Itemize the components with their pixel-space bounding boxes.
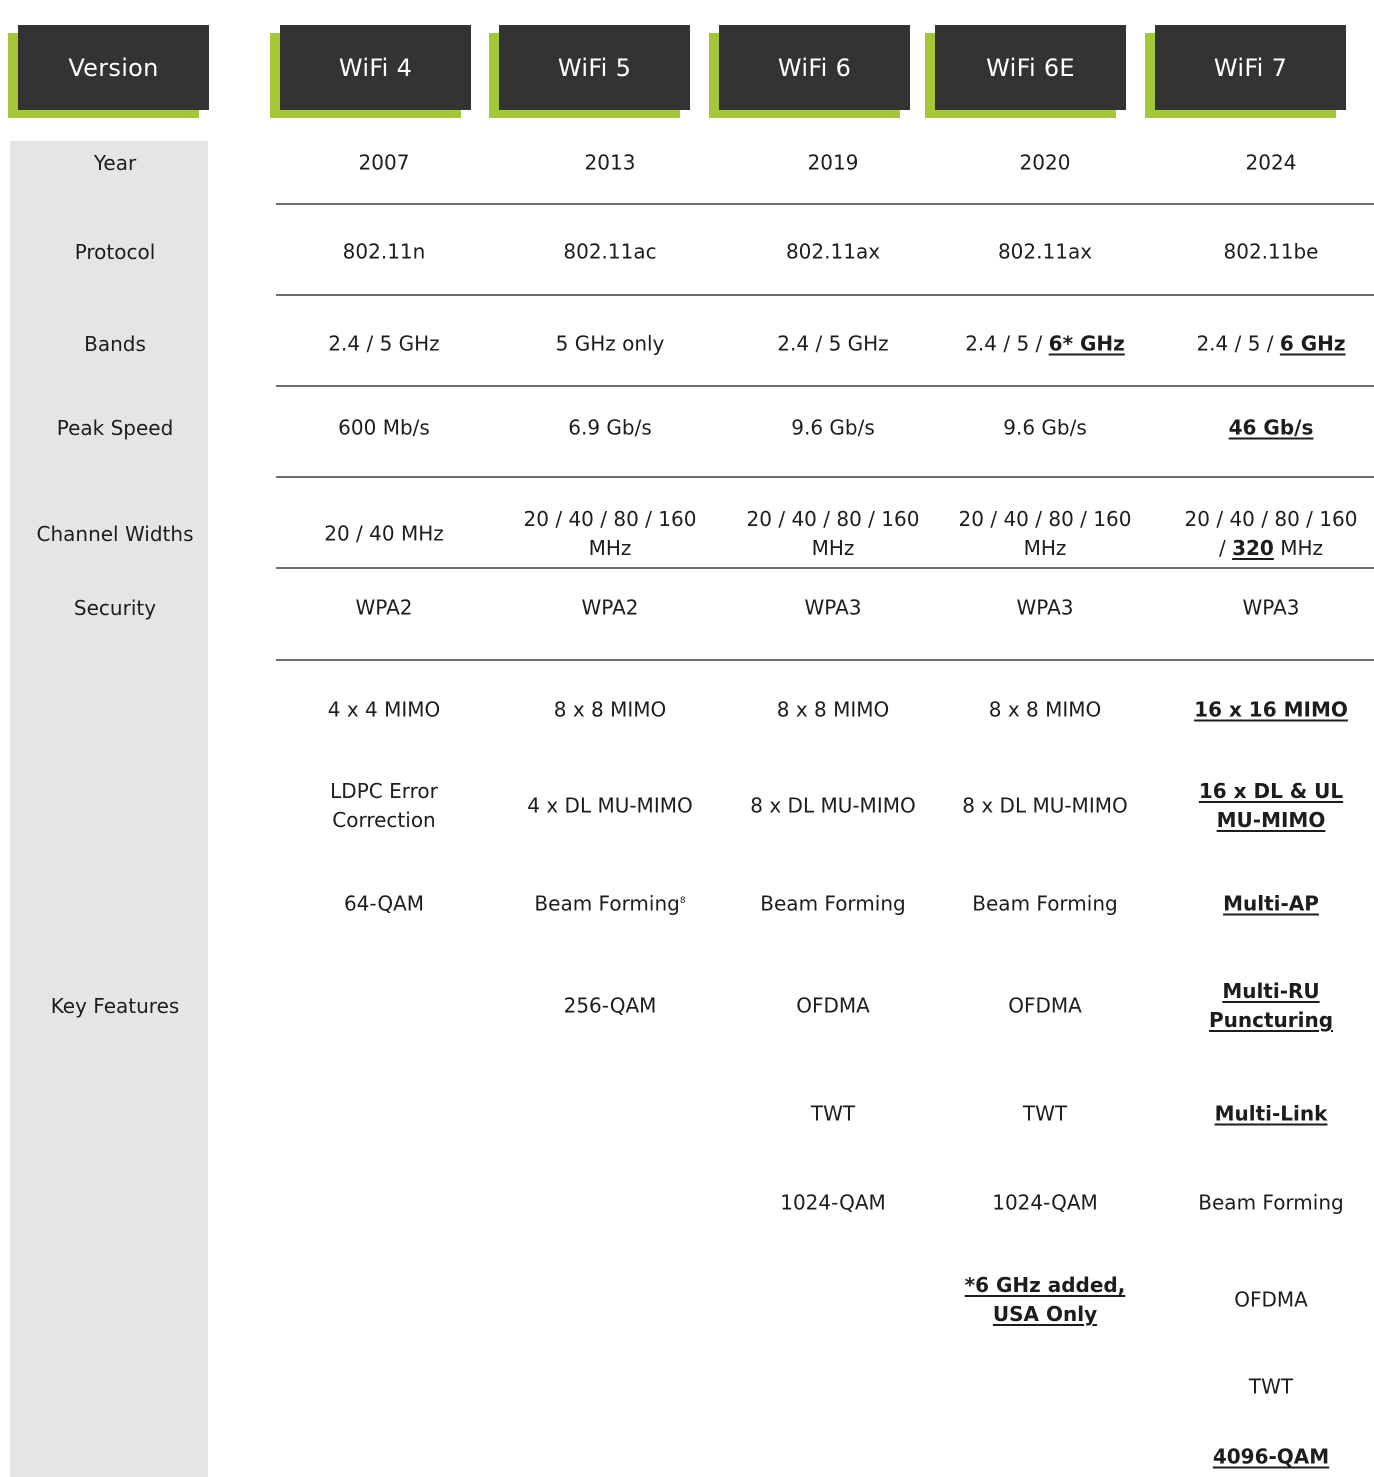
- cell-channel-wifi5: [510, 505, 710, 563]
- channel-wifi5-line1: 20 / 40 / 80 / 160: [523, 507, 697, 531]
- header-wifi6: [719, 25, 910, 110]
- cell-speed-wifi5: 6.9 Gb/s: [568, 415, 652, 440]
- feature-wifi5-beamforming-footnote: 8: [679, 895, 686, 906]
- feature-wifi6-twt: TWT: [810, 1101, 856, 1126]
- channel-wifi6-line1: 20 / 40 / 80 / 160: [746, 507, 920, 531]
- cell-security-wifi6e: WPA3: [1016, 595, 1074, 620]
- row-label-channel-widths: Channel Widths: [36, 522, 194, 546]
- header-wifi6-label: WiFi 6: [719, 25, 910, 110]
- row-label-key-features: Key Features: [50, 994, 180, 1018]
- cell-year-wifi5: 2013: [584, 150, 636, 175]
- cell-channel-wifi6e: [945, 505, 1145, 563]
- header-wifi5: [499, 25, 690, 110]
- row-divider: [276, 385, 1374, 387]
- feature-wifi7-qam: 4096-QAM: [1212, 1444, 1330, 1469]
- cell-security-wifi5: WPA2: [581, 595, 639, 620]
- bands-wifi7-highlight: 6 GHz: [1279, 331, 1346, 356]
- feature-wifi6e-ofdma: OFDMA: [1008, 993, 1082, 1018]
- bands-wifi6e-highlight: 6* GHz: [1048, 331, 1125, 356]
- feature-wifi5-qam: 256-QAM: [563, 993, 657, 1018]
- feature-wifi7-mu-mimo: 16 x DL & UL MU-MIMO: [1198, 779, 1344, 832]
- header-wifi5-label: WiFi 5: [499, 25, 690, 110]
- channel-wifi6e-line2: MHz: [1023, 536, 1067, 560]
- cell-channel-wifi7: [1171, 505, 1371, 563]
- feature-wifi5-beamforming: [534, 890, 685, 919]
- cell-bands-wifi6: 2.4 / 5 GHz: [777, 331, 889, 356]
- cell-speed-wifi6e: 9.6 Gb/s: [1003, 415, 1087, 440]
- header-wifi6e-label: WiFi 6E: [935, 25, 1126, 110]
- row-label-bands: Bands: [84, 332, 146, 356]
- cell-bands-wifi5: 5 GHz only: [555, 331, 665, 356]
- feature-wifi7-multi-link: Multi-Link: [1214, 1101, 1328, 1126]
- row-label-year: Year: [93, 151, 137, 175]
- feature-wifi4-ldpc: LDPC Error Correction: [330, 779, 438, 832]
- header-version-label: Version: [18, 25, 209, 110]
- cell-security-wifi6: WPA3: [804, 595, 862, 620]
- cell-protocol-wifi5: 802.11ac: [563, 239, 657, 264]
- feature-wifi6e-beamforming: Beam Forming: [972, 891, 1118, 916]
- channel-wifi6e-line1: 20 / 40 / 80 / 160: [958, 507, 1132, 531]
- cell-year-wifi6e: 2020: [1019, 150, 1071, 175]
- header-wifi4-label: WiFi 4: [280, 25, 471, 110]
- cell-speed-wifi6: 9.6 Gb/s: [791, 415, 875, 440]
- cell-protocol-wifi6: 802.11ax: [785, 239, 881, 264]
- feature-wifi6e-qam: 1024-QAM: [992, 1190, 1098, 1215]
- header-wifi4: [280, 25, 471, 110]
- cell-protocol-wifi4: 802.11n: [342, 239, 426, 264]
- cell-bands-wifi6e: [965, 330, 1125, 359]
- feature-wifi4-mimo: 4 x 4 MIMO: [327, 697, 441, 722]
- feature-wifi6e-twt: TWT: [1022, 1101, 1068, 1126]
- row-divider: [276, 203, 1374, 205]
- cell-protocol-wifi6e: 802.11ax: [997, 239, 1093, 264]
- channel-wifi7-line1: 20 / 40 / 80 / 160: [1184, 507, 1358, 531]
- row-label-peak-speed: Peak Speed: [56, 416, 174, 440]
- feature-wifi6-mimo: 8 x 8 MIMO: [776, 697, 890, 722]
- header-wifi7: [1155, 25, 1346, 110]
- bands-wifi7-prefix: 2.4 / 5 /: [1196, 331, 1280, 356]
- row-label-protocol: Protocol: [74, 240, 156, 264]
- channel-wifi7-line2: [1171, 534, 1371, 563]
- cell-year-wifi6: 2019: [807, 150, 859, 175]
- feature-wifi7-multi-ru: Multi-RU Puncturing: [1208, 979, 1334, 1032]
- feature-wifi7-beamforming: Beam Forming: [1198, 1190, 1344, 1215]
- feature-wifi7-multi-ap: Multi-AP: [1223, 891, 1319, 916]
- header-version: [18, 25, 209, 110]
- channel-wifi7-line2-suffix: MHz: [1273, 536, 1323, 560]
- channel-wifi7-line2-prefix: /: [1218, 536, 1233, 560]
- channel-wifi7-line2-highlight: 320: [1232, 536, 1274, 560]
- feature-wifi6-qam: 1024-QAM: [780, 1190, 886, 1215]
- cell-year-wifi7: 2024: [1245, 150, 1297, 175]
- cell-security-wifi4: WPA2: [355, 595, 413, 620]
- channel-wifi6-line2: MHz: [811, 536, 855, 560]
- feature-wifi7-ofdma: OFDMA: [1234, 1287, 1308, 1312]
- bands-wifi6e-prefix: 2.4 / 5 /: [965, 331, 1049, 356]
- cell-channel-wifi4: 20 / 40 MHz: [324, 521, 444, 546]
- channel-wifi5-line2: MHz: [588, 536, 632, 560]
- feature-wifi7-twt: TWT: [1248, 1374, 1294, 1399]
- feature-wifi6-ofdma: OFDMA: [796, 993, 870, 1018]
- feature-wifi5-beamforming-text: Beam Forming: [534, 891, 680, 916]
- feature-wifi5-mimo: 8 x 8 MIMO: [553, 697, 667, 722]
- feature-wifi5-mu-mimo: 4 x DL MU-MIMO: [527, 793, 693, 818]
- cell-year-wifi4: 2007: [358, 150, 410, 175]
- feature-wifi6e-footnote: *6 GHz added, USA Only: [964, 1273, 1126, 1326]
- cell-bands-wifi7: [1196, 330, 1345, 359]
- cell-speed-wifi7: 46 Gb/s: [1228, 415, 1314, 440]
- feature-wifi4-qam: 64-QAM: [343, 891, 425, 916]
- cell-protocol-wifi7: 802.11be: [1223, 239, 1319, 264]
- header-wifi7-label: WiFi 7: [1155, 25, 1346, 110]
- cell-security-wifi7: WPA3: [1242, 595, 1300, 620]
- row-divider: [276, 659, 1374, 661]
- feature-wifi6e-mu-mimo: 8 x DL MU-MIMO: [962, 793, 1128, 818]
- row-divider: [276, 567, 1374, 569]
- feature-wifi6-mu-mimo: 8 x DL MU-MIMO: [750, 793, 916, 818]
- row-divider: [276, 476, 1374, 478]
- feature-wifi6e-mimo: 8 x 8 MIMO: [988, 697, 1102, 722]
- feature-wifi6-beamforming: Beam Forming: [760, 891, 906, 916]
- cell-bands-wifi4: 2.4 / 5 GHz: [328, 331, 440, 356]
- cell-speed-wifi4: 600 Mb/s: [338, 415, 430, 440]
- header-wifi6e: [935, 25, 1126, 110]
- cell-channel-wifi6: [733, 505, 933, 563]
- row-divider: [276, 294, 1374, 296]
- row-label-security: Security: [73, 596, 157, 620]
- feature-wifi7-mimo: 16 x 16 MIMO: [1194, 697, 1348, 722]
